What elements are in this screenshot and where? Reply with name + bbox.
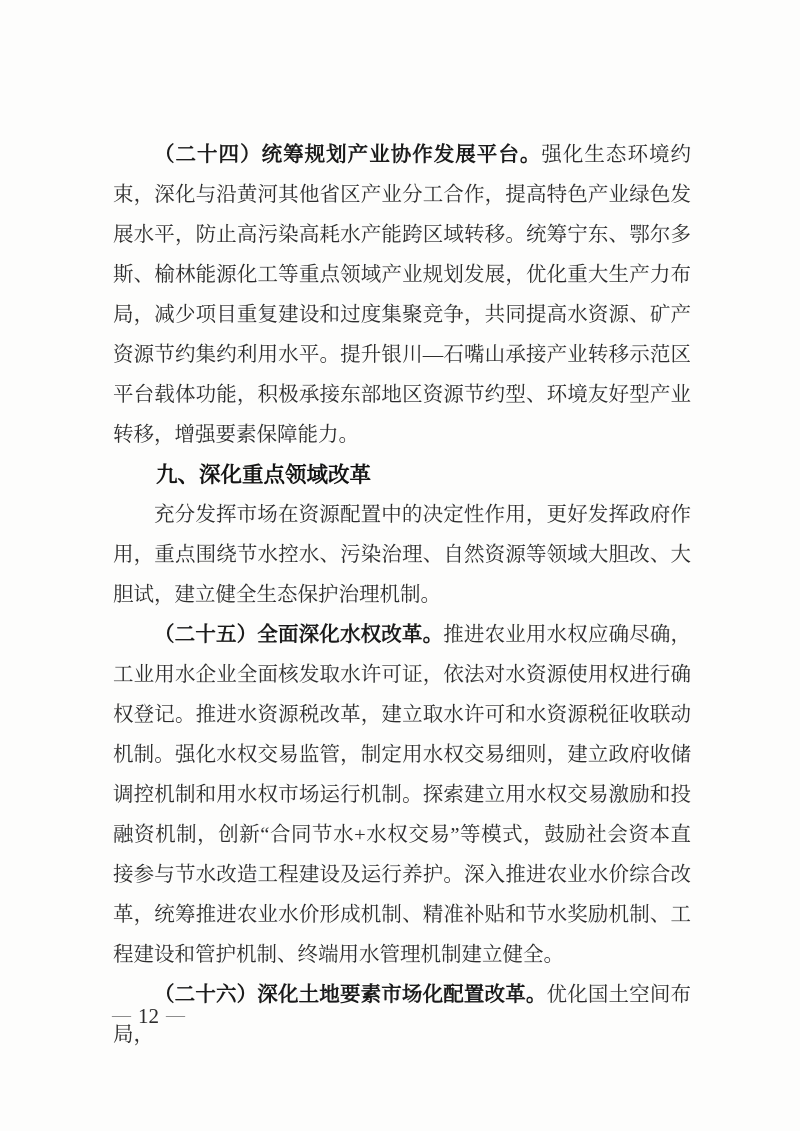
chapter-9-heading: 九、深化重点领域改革 — [156, 463, 372, 487]
section-25-text: 推进农业用水权应确尽确，工业用水企业全面核发取水许可证，依法对水资源使用权进行确权登记。推进水资源税改革，建立取水许可和水资源税征收联动机制。强化水权交易监管，制定用水权交易细则，建立政府收储调控机制和用水权市场运行机制。探索建立用水权交易激励和投融资机制，创新“合同节水+水权交易”等模式，鼓励社会资本直接参与节水改造工程建设及运行养护。深入推进农业水价综合改革，统筹推进农业水价形成机制、精准补贴和节水奖励机制、工程建设和管护机制、终端用水管理机制建立健全。 — [113, 624, 692, 966]
section-24-title: （二十四）统筹规划产业协作发展平台。 — [154, 144, 542, 166]
section-25-title: （二十五）全面深化水权改革。 — [154, 624, 444, 646]
section-26-title: （二十六）深化土地要素市场化配置改革。 — [154, 984, 547, 1006]
paragraph-section-26 — [113, 975, 691, 1055]
section-26-text: 优化国土空间布局， — [113, 984, 692, 1046]
page-footer — [112, 1001, 185, 1031]
paragraph-section-24 — [113, 135, 691, 455]
page-number: 12 — [138, 1004, 159, 1028]
page-content — [113, 135, 691, 1055]
paragraph-section-25 — [113, 615, 691, 975]
chapter-9-intro: 充分发挥市场在资源配置中的决定性作用，更好发挥政府作用，重点围绕节水控水、污染治理、自然资源等领域大胆改、大胆试，建立健全生态保护治理机制。 — [113, 504, 691, 606]
footer-dash-right: — — [166, 1005, 185, 1026]
section-24-text: 强化生态环境约束，深化与沿黄河其他省区产业分工合作，提高特色产业绿色发展水平，防止高污染高耗水产能跨区域转移。统筹宁东、鄂尔多斯、榆林能源化工等重点领域产业规划发展，优化重大生产力布局，减少项目重复建设和过度集聚竞争，共同提高水资源、矿产资源节约集约利用水平。提升银川—石嘴山承接产业转移示范区平台载体功能，积极承接东部地区资源节约型、环境友好型产业转移，增强要素保障能力。 — [113, 144, 691, 446]
footer-dash-left: — — [112, 1005, 131, 1026]
